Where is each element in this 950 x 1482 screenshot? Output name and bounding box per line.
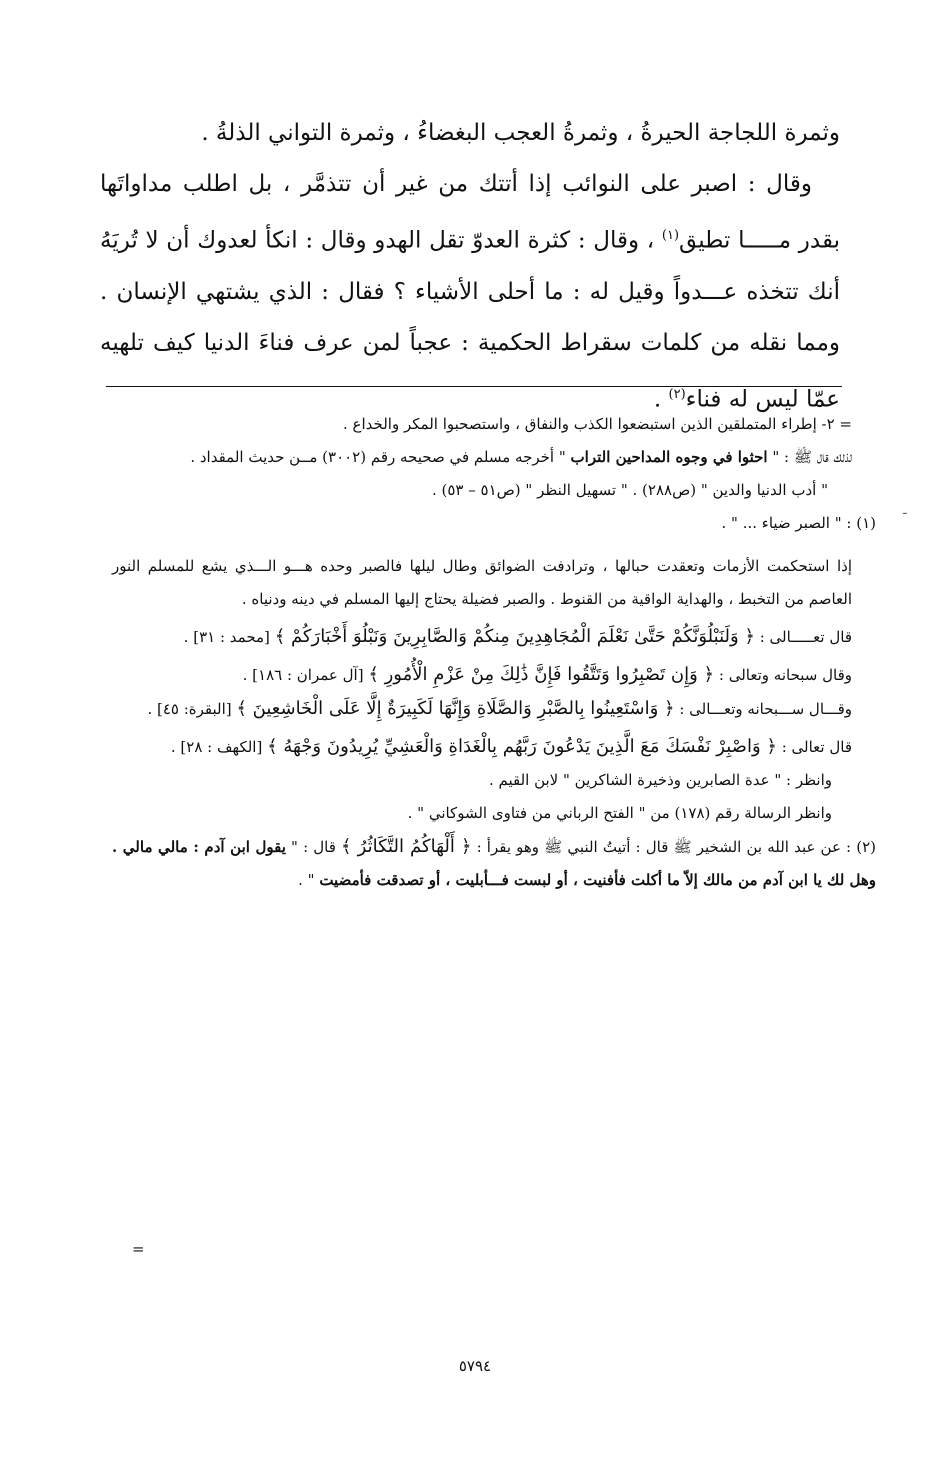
quran-quote [112,620,852,654]
quran-verse: ﴿ أَلْهَاكُمُ التَّكَاثُرُ ﴾ [341,836,472,857]
text: لذلك قال ﷺ : " [772,448,852,466]
quran-quote [112,692,852,726]
page-number: ٥٧٩٤ [458,1357,492,1375]
main-text [100,108,840,425]
footnote-ref[interactable]: (١) [661,228,680,243]
quran-verse: ﴿ وَإِن تَصْبِرُوا وَتَتَّقُوا فَإِنَّ ذَٰلِكَ مِنْ عَزْمِ الْأُمُورِ ﴾ [368,664,715,685]
main-sentence: . [653,386,669,413]
continuation-mark: = [132,1240,145,1258]
text: وقـــال ســـبحانه وتعـــالى : [679,700,852,718]
hadith-text: يقول ابن آدم : مالي مالي . وهل لك يا ابن آدم من مالك إلاّ ما أكلت فأفنيت ، أو لبست فـــأبليت ، أو تصدقت فأمضيت [112,838,876,889]
footnote-hadith [112,441,852,474]
footnote-ref[interactable]: (٢) [668,386,686,402]
text: قال تعالى : [781,738,852,756]
see-also: وانظر : " عدة الصابرين وذخيرة الشاكرين " لابن القيم . [488,771,832,789]
hadith-text: احثوا في وجوه المداحين التراب [570,448,768,466]
footnotes [112,408,876,897]
main-sentence: ، وقال : كثرة العدوّ تقل الهدو وقال : انكأ لعدوك أن لا تُريَهُ أنك تتخذه عـــدواً وقيل له : ما أحلى الأشياء ؟ فقال : الذي يشتهي الإنسان . ومما نقله من كلمات سقراط الحكمية : عجباً لمن عرف فناءَ الدنيا كيف تلهيه عمّا ليس له فناء [100,227,840,413]
main-sentence: وقال : اصبر على النوائب إذا أتتك من غير أن تتذمَّر ، بل اطلب مداواتَها بقدر مـــــا تطيق [100,171,841,254]
text: قال تعـــــالى : [759,628,852,646]
verse-reference: [البقرة: ٤٥] . [147,700,232,718]
quran-verse: ﴿ وَلَنَبْلُوَنَّكُمْ حَتَّىٰ نَعْلَمَ الْمُجَاهِدِينَ مِنكُمْ وَالصَّابِرِينَ وَنَبْلُوَ أَخْبَارَكُمْ ﴾ [274,626,755,647]
footnote-1-title: (١) : " الصبر ضياء ... " . [721,514,876,532]
footnote-1-body: إذا استحكمت الأزمات وتعقدت حبالها ، وترادفت الضوائق وطال ليلها فالصبر وحده هـــو الـــذي يشع للمسلم النور العاصم من التخبط ، والهداية الواقية من القنوط . والصبر فضيلة يحتاج إليها المسلم في دينه ودنياه . [112,557,852,608]
margin-mark: ـ [903,503,907,518]
text: قال : " [291,838,336,856]
text: " . [298,871,315,889]
footnote-2 [112,830,876,897]
see-also: وانظر الرسالة رقم (١٧٨) من " الفتح الرباني من فتاوى الشوكاني " . [407,804,832,822]
verse-reference: [الكهف : ٢٨] . [170,738,263,756]
text: (٢) : عن عبد الله بن الشخير ﷺ قال : أتيتُ النبي ﷺ وهو يقرأ : [476,838,876,856]
quran-verse: ﴿ وَاسْتَعِينُوا بِالصَّبْرِ وَالصَّلَاةِ وَإِنَّهَا لَكَبِيرَةٌ إِلَّا عَلَى الْخَاشِعِينَ ﴾ [236,698,675,719]
text: " أخرجه مسلم في صحيحه رقم (٣٠٠٢) مــن حديث المقداد . [190,448,566,466]
footnote-sources: " أدب الدنيا والدين " (ص٢٨٨) . " تسهيل النظر " (ص٥١ – ٥٣) . [431,481,828,499]
footnote-continuation: = ٢- إطراء المتملقين الذين استبضعوا الكذب والنفاق ، واستصحبوا المكر والخداع . [343,415,852,433]
quran-verse: ﴿ وَاصْبِرْ نَفْسَكَ مَعَ الَّذِينَ يَدْعُونَ رَبَّهُم بِالْغَدَاةِ وَالْعَشِيِّ يُرِيدُونَ وَجْهَهُ ﴾ [267,736,777,757]
footnote-separator [106,386,842,387]
text: وقال سبحانه وتعالى : [718,666,852,684]
verse-reference: [محمد : ٣١] . [183,628,270,646]
main-paragraph: وثمرة اللجاجة الحيرةُ ، وثمرةُ العجب البغضاءُ ، وثمرة التواني الذلةُ . [201,120,840,146]
verse-reference: [آل عمران : ١٨٦] . [242,666,364,684]
quran-quote [112,658,852,692]
quran-quote [112,730,852,764]
